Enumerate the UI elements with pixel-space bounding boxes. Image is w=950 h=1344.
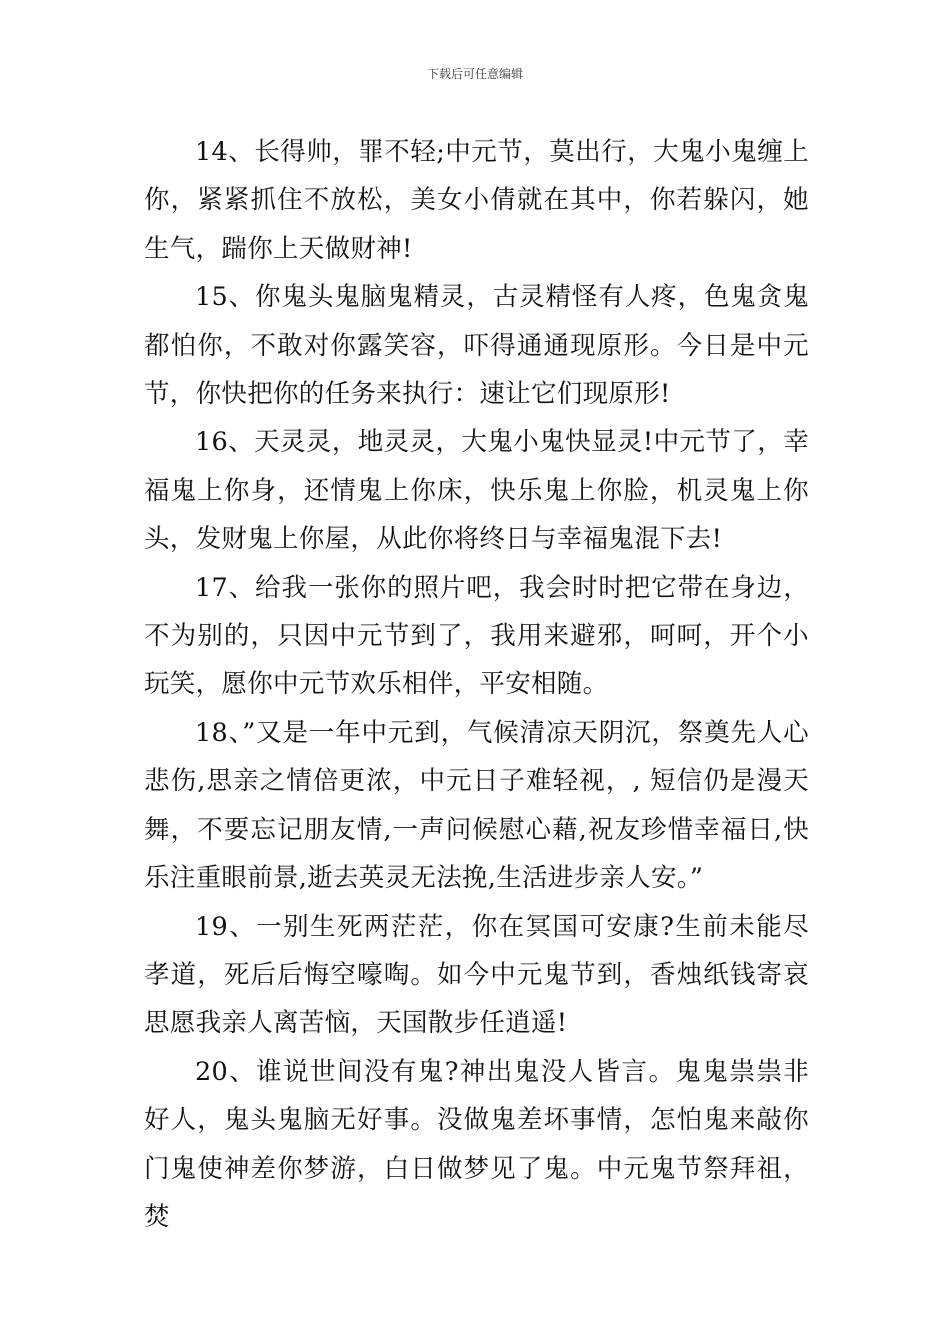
paragraph-19: 19、一别生死两茫茫，你在冥国可安康?生前未能尽孝道，死后后悔空嚎啕。如今中元鬼节到，香烛纸钱寄哀思愿我亲人离苦恼，天国散步任逍遥!	[144, 911, 809, 1039]
page-header: 下载后可任意编辑	[426, 67, 523, 81]
paragraph-16: 16、天灵灵，地灵灵，大鬼小鬼快显灵!中元节了，幸福鬼上你身，还情鬼上你床，快乐鬼上你脸，机灵鬼上你头，发财鬼上你屋，从此你将终日与幸福鬼混下去!	[144, 427, 809, 555]
document-body	[144, 128, 809, 1241]
paragraph-18: 18、”又是一年中元到，气候清凉天阴沉，祭奠先人心悲伤,思亲之情倍更浓，中元日子难轻视，, 短信仍是漫天舞，不要忘记朋友情,一声问候慰心藉,祝友珍惜幸福日,快乐注重眼前景,逝去英灵无法挽,生活进步亲人安。”	[144, 717, 809, 894]
paragraph-17: 17、给我一张你的照片吧，我会时时把它带在身边，不为别的，只因中元节到了，我用来避邪，呵呵，开个小玩笑，愿你中元节欢乐相伴，平安相随。	[144, 572, 809, 700]
paragraph-15: 15、你鬼头鬼脑鬼精灵，古灵精怪有人疼，色鬼贪鬼都怕你，不敢对你露笑容，吓得通通现原形。今日是中元节，你快把你的任务来执行：速让它们现原形!	[144, 282, 809, 410]
paragraph-20: 20、谁说世间没有鬼?神出鬼没人皆言。鬼鬼祟祟非好人，鬼头鬼脑无好事。没做鬼差坏事情，怎怕鬼来敲你门鬼使神差你梦游，白日做梦见了鬼。中元鬼节祭拜祖，焚	[144, 1056, 809, 1232]
paragraph-14: 14、长得帅，罪不轻;中元节，莫出行，大鬼小鬼缠上你，紧紧抓住不放松，美女小倩就在其中，你若躲闪，她生气，踹你上天做财神!	[144, 137, 809, 264]
